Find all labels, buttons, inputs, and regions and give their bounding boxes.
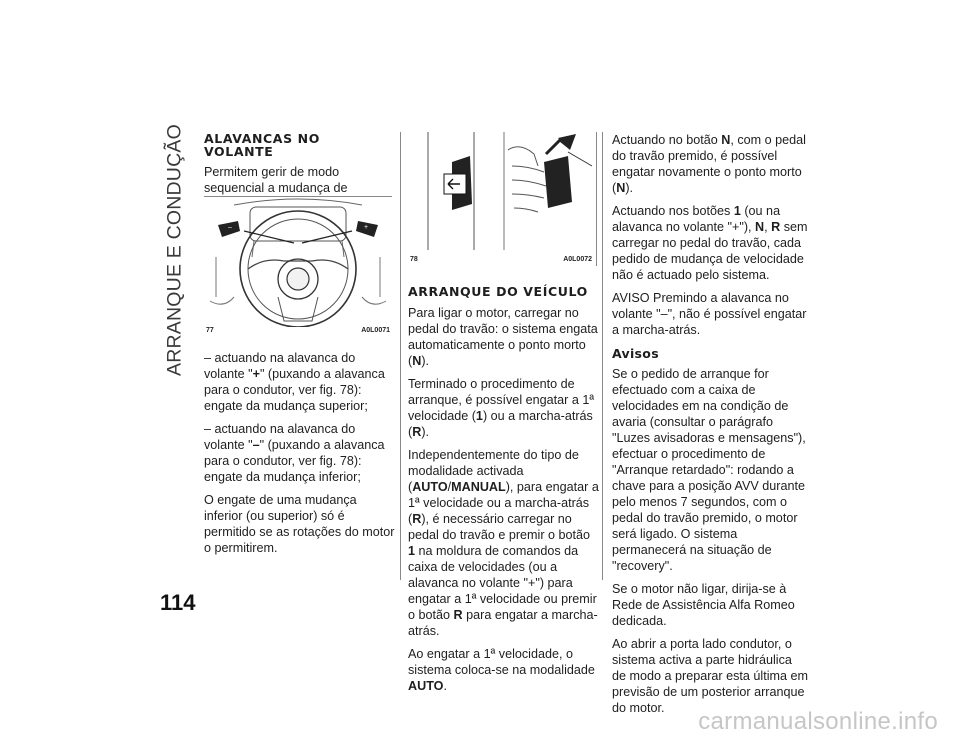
col2-paragraph-3 bbox=[408, 447, 600, 639]
col3-paragraph-1 bbox=[612, 132, 808, 196]
col3-p2-text-c: sem carregar no pedal do travão, cada pedido de mudança de velocidade não é actuado pelo sistema. bbox=[612, 220, 808, 282]
col3-p1-text-b: , com o pedal do travão premido, é possível engatar novamente o ponto morto ( bbox=[612, 133, 806, 195]
col2-p3-slash: / bbox=[447, 480, 452, 494]
item-minus-text-a: – actuando na alavanca do volante " bbox=[204, 422, 356, 452]
svg-text:+: + bbox=[364, 224, 369, 231]
col2-p1-text-b: ). bbox=[421, 354, 430, 368]
intro-paragraph: Permitem gerir de modo sequencial a mudança de bbox=[204, 165, 348, 195]
col3-p2-bold-r: R bbox=[771, 220, 781, 234]
col3-paragraph-4: Se o pedido de arranque for efectuado com a caixa de velocidades em na condição de avaria (consultar o parágrafo "Luzes avisadoras e mensagens"), efectuar o procedimento de "Arranque retardado": rodando a chave para a posição AVV durante pelo menos 7 segundos, com o pedal do travão premido, o motor será ligado. O sistema permanecerá na situação de "recovery". bbox=[612, 367, 806, 573]
item-minus bbox=[204, 421, 396, 485]
col3-p2-comma: , bbox=[764, 220, 772, 234]
col2-p3-text-d: na moldura de comandos da caixa de velocidades (ou a alavanca no volante "+") para engatar a 1ª velocidade ou premir o botão bbox=[408, 544, 597, 622]
col2-p3-text-c: ), é necessário carregar no pedal do travão e premir o botão bbox=[408, 512, 591, 542]
figure-78 bbox=[408, 132, 597, 266]
figure-78-code: A0L0072 bbox=[563, 256, 592, 263]
col2-p2-bold-2: R bbox=[412, 425, 422, 439]
note-paragraph: O engate de uma mudança inferior (ou superior) só é permitido se as rotações do motor o permitirem. bbox=[204, 493, 395, 555]
col2-paragraph-1 bbox=[408, 305, 600, 369]
col3-p1-bold-1: N bbox=[721, 133, 731, 147]
col2-p2-text-a: Terminado o procedimento de arranque, é possível engatar a 1ª velocidade ( bbox=[408, 377, 594, 423]
figure-77 bbox=[204, 196, 392, 339]
column-1-lower bbox=[204, 350, 396, 563]
col2-p4-text-b: . bbox=[443, 679, 447, 693]
col2-p2-bold-1: 1 bbox=[475, 409, 483, 423]
col3-paragraph-aviso: AVISO Premindo a alavanca no volante "–", não é possível engatar a marcha-atrás. bbox=[612, 291, 807, 337]
page-number: 114 bbox=[160, 590, 196, 615]
section-sidebar bbox=[158, 124, 192, 376]
col2-p3-bold-auto: AUTO bbox=[412, 480, 448, 494]
column-2 bbox=[408, 284, 600, 701]
col2-p4-bold: AUTO bbox=[408, 679, 444, 693]
figure-78-number: 78 bbox=[410, 256, 418, 263]
col2-p3-text-b: ), para engatar a 1ª velocidade ou a marcha-atrás ( bbox=[408, 480, 599, 526]
column-divider-1 bbox=[400, 132, 401, 580]
col2-p3-text-a: Independentemente do tipo de modalidade activada ( bbox=[408, 448, 579, 494]
col2-paragraph-4 bbox=[408, 646, 600, 694]
col2-p3-bold-r: R bbox=[412, 512, 422, 526]
item-minus-text-b: " (puxando a alavanca para o condutor, ver fig. 78): engate da mudança inferior; bbox=[204, 438, 385, 484]
heading-avisos: Avisos bbox=[612, 346, 659, 361]
item-plus-text-b: " (puxando a alavanca para o condutor, ver fig. 78): engate da mudança superior; bbox=[204, 367, 385, 413]
heading-alavancas: ALAVANCAS NO VOLANTE bbox=[204, 131, 320, 159]
col3-p1-text-c: ). bbox=[625, 181, 634, 195]
figure-77-code: A0L0071 bbox=[361, 327, 390, 334]
col2-p4-text-a: Ao engatar a 1ª velocidade, o sistema coloca-se na modalidade bbox=[408, 647, 595, 677]
minus-sign: – bbox=[252, 438, 260, 452]
col2-p1-text-a: Para ligar o motor, carregar no pedal do travão: o sistema engata automaticamente o ponto morto ( bbox=[408, 306, 598, 368]
col2-p2-text-c: ). bbox=[421, 425, 430, 439]
watermark: carmanualsonline.info bbox=[698, 708, 938, 735]
item-plus-text-a: – actuando na alavanca do volante " bbox=[204, 351, 356, 381]
col2-paragraph-2 bbox=[408, 376, 600, 440]
plus-sign: + bbox=[252, 367, 260, 381]
col2-p3-text-e: para engatar a marcha-atrás. bbox=[408, 608, 598, 638]
figure-77-number: 77 bbox=[206, 327, 214, 334]
steering-wheel-illustration bbox=[204, 197, 392, 327]
item-plus bbox=[204, 350, 396, 414]
col3-paragraph-6: Ao abrir a porta lado condutor, o sistema activa a parte hidráulica de modo a preparar esta última em previsão de um posterior arranque do motor. bbox=[612, 637, 809, 715]
col3-paragraph-2 bbox=[612, 203, 808, 283]
column-3 bbox=[612, 132, 808, 723]
col3-p2-bold-n: N bbox=[755, 220, 765, 234]
col3-p2-bold-1: 1 bbox=[733, 204, 741, 218]
col3-paragraph-5: Se o motor não ligar, dirija-se à Rede de Assistência Alfa Romeo dedicada. bbox=[612, 582, 795, 628]
col3-p2-text-a: Actuando nos botões bbox=[612, 204, 734, 218]
column-divider-2 bbox=[602, 132, 603, 580]
paddle-hand-illustration bbox=[408, 132, 596, 252]
col2-p3-bold-r2: R bbox=[453, 608, 463, 622]
heading-arranque: ARRANQUE DO VEÍCULO bbox=[408, 284, 588, 299]
col2-p3-bold-manual: MANUAL bbox=[451, 480, 506, 494]
col3-p2-text-b: (ou na alavanca no volante "+"), bbox=[612, 204, 781, 234]
col2-p2-text-b: ) ou a marcha-atrás ( bbox=[408, 409, 593, 439]
section-title: ARRANQUE E CONDUÇÃO bbox=[163, 124, 186, 376]
col3-p1-bold-2: N bbox=[616, 181, 626, 195]
col3-p1-text-a: Actuando no botão bbox=[612, 133, 722, 147]
col2-p1-bold: N bbox=[412, 354, 422, 368]
col2-p3-bold-1: 1 bbox=[408, 544, 416, 558]
svg-text:–: – bbox=[228, 224, 232, 231]
